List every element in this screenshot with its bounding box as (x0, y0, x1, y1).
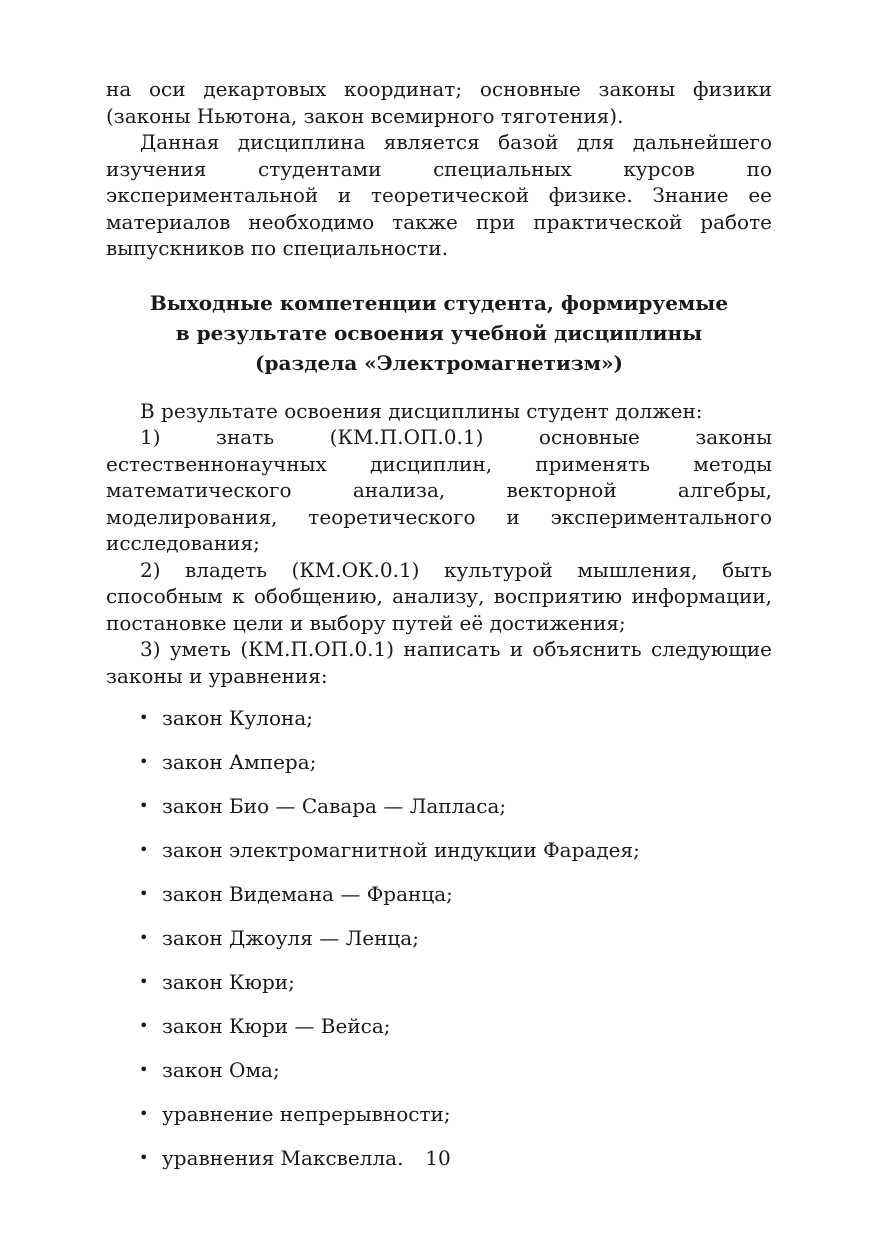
bullet-icon: • (139, 1104, 149, 1123)
bullet-icon: • (139, 796, 149, 815)
law-label: закон Ампера; (162, 750, 317, 774)
list-item (106, 969, 772, 1013)
section-heading-line: Выходные компетенции студента, формируемые (149, 290, 729, 315)
law-label: закон Кюри; (162, 970, 295, 994)
page-number: 10 (425, 1146, 451, 1170)
bullet-icon: • (139, 884, 149, 903)
bullet-icon: • (139, 1016, 149, 1035)
competence-able: 3) уметь (КМ.П.ОП.0.1) написать и объяснить следующие законы и уравнения: (106, 637, 772, 688)
list-item (106, 1057, 772, 1101)
law-label: закон Джоуля — Ленца; (162, 926, 419, 950)
law-label: закон Видемана — Франца; (162, 882, 453, 906)
competence-know: 1) знать (КМ.П.ОП.0.1) основные законы естественнонаучных дисциплин, применять методы математического анализа, векторной алгебры, моделирования, теоретического и экспериментального исследования; (106, 425, 772, 555)
competence-possess: 2) владеть (КМ.ОК.0.1) культурой мышления, быть способным к обобщению, анализу, восприятию информации, постановке цели и выбору путей её достижения; (106, 557, 772, 635)
bullet-icon: • (139, 1148, 149, 1167)
law-label: закон электромагнитной индукции Фарадея; (162, 838, 640, 862)
competence-lead: В результате освоения дисциплины студент должен: (140, 398, 703, 423)
intro-paragraph-continued: на оси декартовых координат; основные законы физики (законы Ньютона, закон всемирного тяготения). (106, 77, 772, 128)
law-label: закон Био — Савара — Лапласа; (162, 794, 507, 818)
law-label: закон Кулона; (162, 706, 314, 730)
list-item (106, 1013, 772, 1057)
list-item (106, 925, 772, 969)
list-item (106, 881, 772, 925)
section-heading-line: в результате освоения учебной дисциплины (175, 320, 703, 345)
list-item (106, 749, 772, 793)
list-item (106, 793, 772, 837)
page-content (106, 76, 772, 1189)
laws-list (106, 705, 772, 1189)
law-label: закон Ома; (162, 1058, 280, 1082)
bullet-icon: • (139, 1060, 149, 1079)
law-label: закон Кюри — Вейса; (162, 1014, 391, 1038)
section-heading-line: (раздела «Электромагнетизм») (255, 350, 623, 375)
list-item (106, 705, 772, 749)
section-heading (106, 288, 772, 378)
law-label: уравнения Максвелла. (162, 1146, 404, 1170)
list-item (106, 837, 772, 881)
law-label: уравнение непрерывности; (162, 1102, 451, 1126)
bullet-icon: • (139, 928, 149, 947)
bullet-icon: • (139, 840, 149, 859)
list-item (106, 1101, 772, 1145)
bullet-icon: • (139, 972, 149, 991)
intro-paragraph-discipline: Данная дисциплина является базой для дальнейшего изучения студентами специальных курсов по экспериментальной и теоретической физике. Знание ее материалов необходимо также при практической работе выпускников по специальности. (106, 130, 772, 260)
bullet-icon: • (139, 708, 149, 727)
bullet-icon: • (139, 752, 149, 771)
